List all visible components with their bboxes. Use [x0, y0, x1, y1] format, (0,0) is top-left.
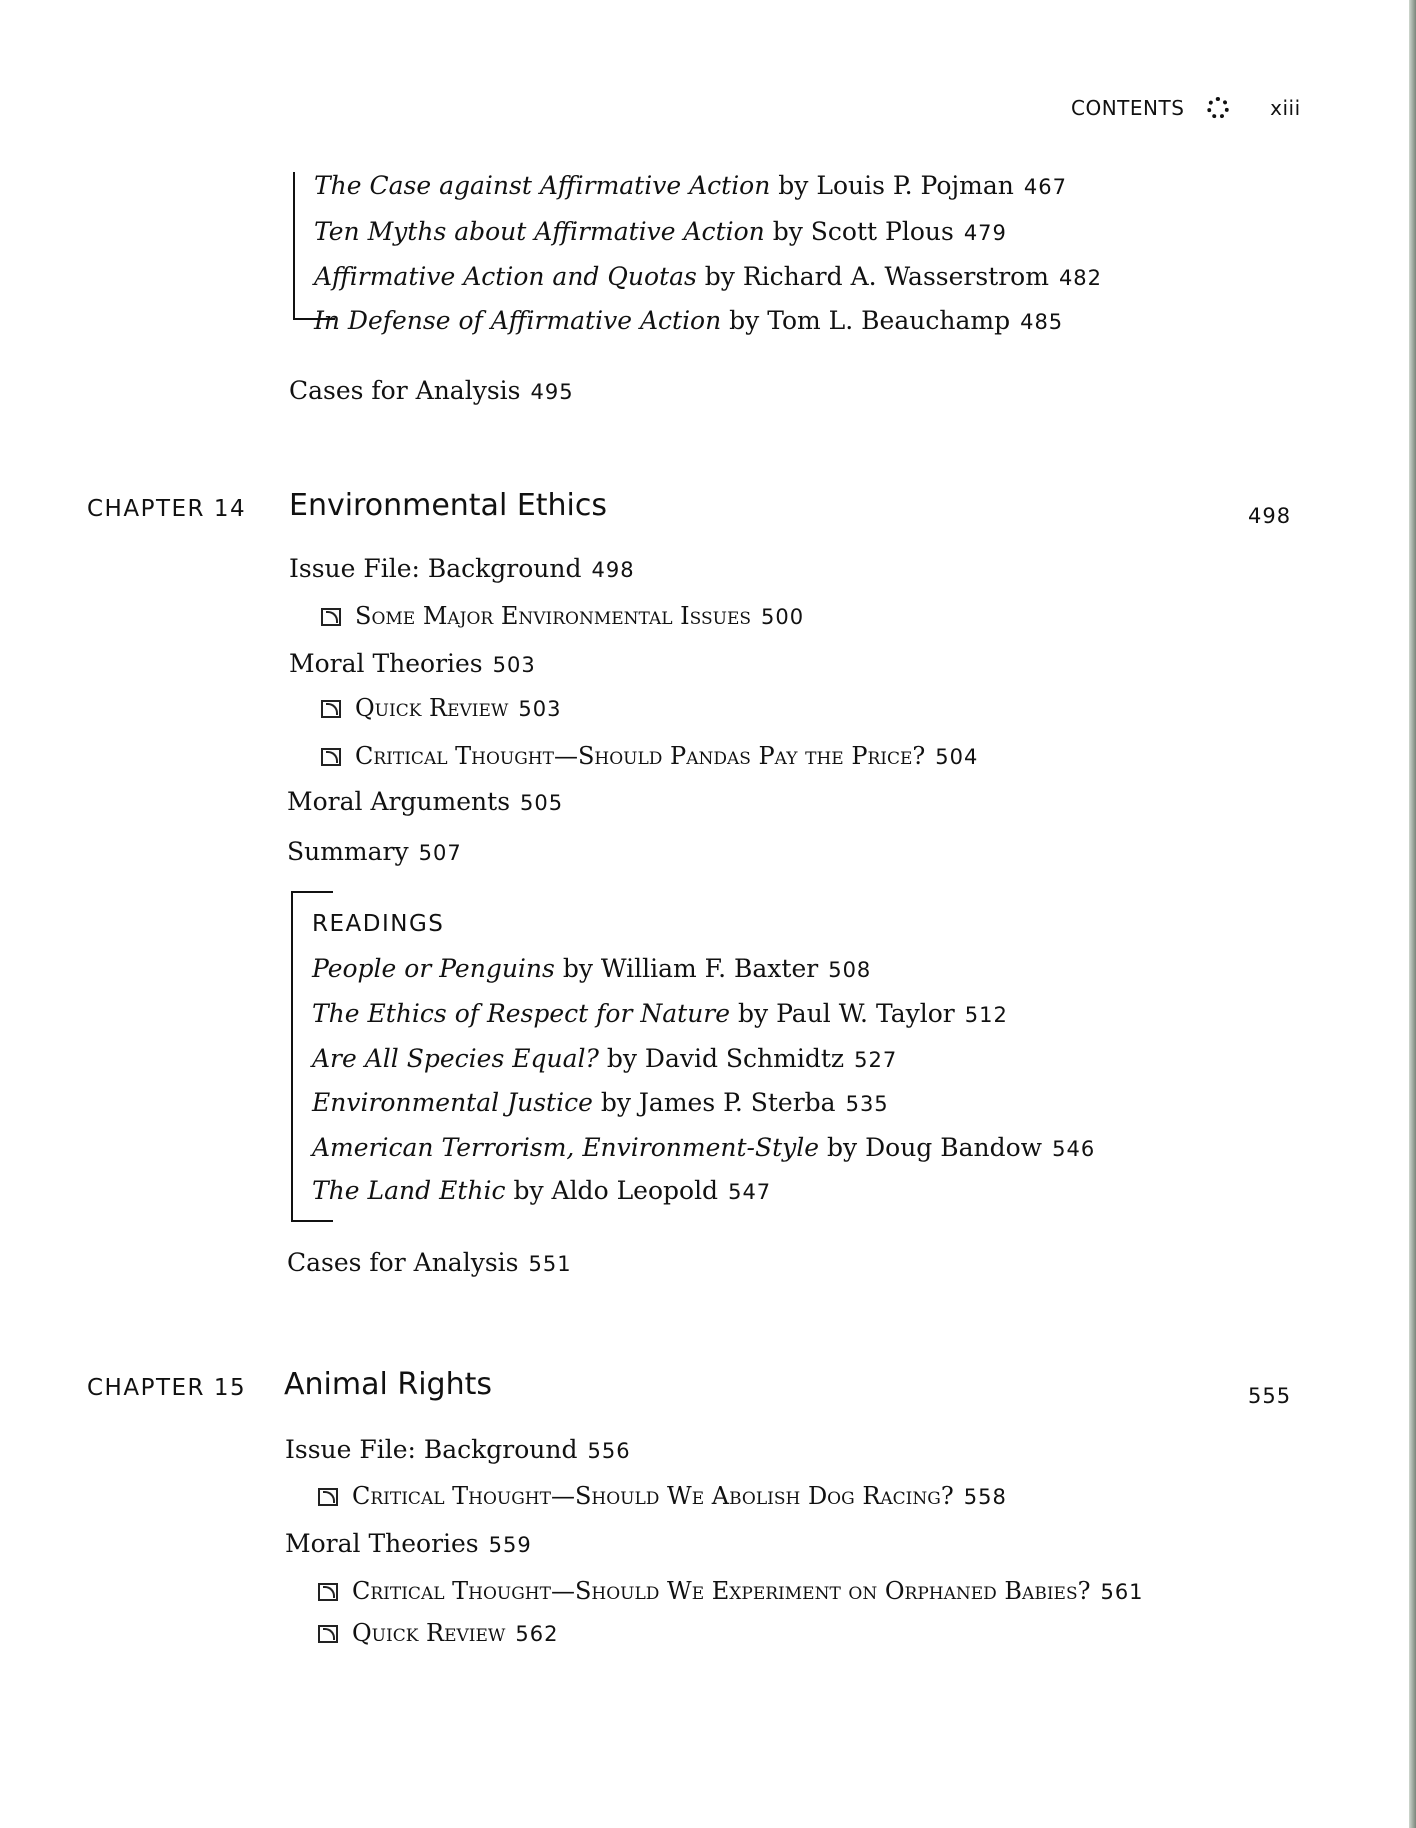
box-entry: Critical Thought—Should We Abolish Dog Racing? 558	[318, 1480, 1007, 1513]
chapter-page: 498	[1248, 504, 1292, 528]
toc-entry: Moral Arguments 505	[287, 787, 564, 816]
reading-entry: Environmental Justice by James P. Sterba 535	[312, 1088, 889, 1117]
reading-entry: People or Penguins by William F. Baxter 508	[312, 954, 872, 983]
toc-entry: Summary 507	[287, 837, 462, 866]
reading-entry: The Case against Affirmative Action by Louis P. Pojman 467	[314, 171, 1067, 200]
page-edge	[1409, 0, 1416, 1828]
box-feature-icon	[321, 748, 341, 766]
reading-entry: The Ethics of Respect for Nature by Paul W. Taylor 512	[312, 999, 1008, 1028]
box-feature-icon	[321, 700, 341, 718]
toc-entry: Moral Theories 559	[285, 1529, 532, 1558]
box-entry: Some Major Environmental Issues 500	[321, 600, 804, 633]
chapter-label: CHAPTER 15	[87, 1375, 247, 1401]
toc-entry: Moral Theories 503	[289, 649, 536, 678]
bracket-foot	[291, 1220, 333, 1222]
sun-ornament-icon	[1207, 97, 1229, 119]
reading-entry: Ten Myths about Affirmative Action by Scott Plous 479	[314, 217, 1007, 246]
toc-entry: Issue File: Background 498	[289, 554, 635, 583]
bracket-head	[291, 891, 333, 893]
box-feature-icon	[318, 1583, 338, 1601]
toc-entry: Cases for Analysis 551	[287, 1248, 572, 1277]
toc-entry: Issue File: Background 556	[285, 1435, 631, 1464]
box-entry: Quick Review 503	[321, 692, 562, 725]
running-header	[1071, 92, 1301, 124]
box-feature-icon	[321, 608, 341, 626]
readings-heading: READINGS	[312, 911, 445, 937]
page-number: xiii	[1270, 96, 1301, 120]
readings-bracket	[293, 172, 295, 320]
chapter-page: 555	[1248, 1384, 1292, 1408]
chapter-label: CHAPTER 14	[87, 496, 247, 522]
readings-bracket	[291, 891, 293, 1222]
reading-entry: Affirmative Action and Quotas by Richard A. Wasserstrom 482	[314, 262, 1103, 291]
chapter-title: Environmental Ethics	[289, 488, 608, 523]
box-entry: Critical Thought—Should We Experiment on Orphaned Babies? 561	[318, 1575, 1144, 1608]
reading-entry: Are All Species Equal? by David Schmidtz 527	[312, 1044, 898, 1073]
header-label: CONTENTS	[1071, 96, 1185, 120]
reading-entry: American Terrorism, Environment-Style by Doug Bandow 546	[312, 1133, 1096, 1162]
box-entry: Quick Review 562	[318, 1617, 559, 1650]
chapter-title: Animal Rights	[284, 1367, 492, 1402]
box-entry: Critical Thought—Should Pandas Pay the Price? 504	[321, 740, 978, 773]
reading-entry: The Land Ethic by Aldo Leopold 547	[312, 1176, 772, 1205]
box-feature-icon	[318, 1488, 338, 1506]
reading-entry: In Defense of Affirmative Action by Tom L. Beauchamp 485	[314, 306, 1064, 335]
box-feature-icon	[318, 1625, 338, 1643]
toc-entry: Cases for Analysis 495	[289, 376, 574, 405]
